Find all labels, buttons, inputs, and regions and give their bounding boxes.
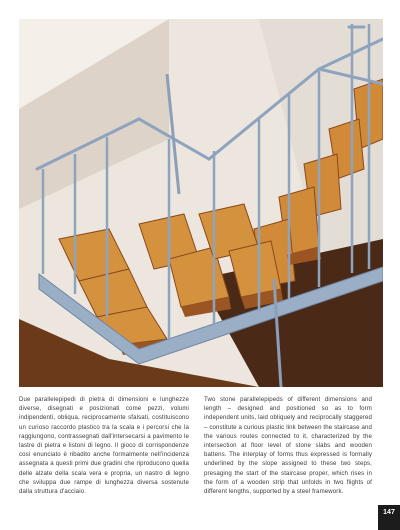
staircase-illustration	[19, 19, 383, 387]
page-number: 147	[383, 509, 395, 516]
staircase-photo	[19, 19, 383, 387]
caption-italian: Due parallelepipedi di pietra di dimensioni e lunghezze diverse, disegnati e posizionati come pezzi, volumi indipendenti, obliqua, reciprocamente sfalsati, costituiscono un curioso raccordo plastico tra la scala e i percorsi che la raggiungono, contrassegnati dall'intersecarsi a pavimento le lastre di pietra e listoni di legno. Il gioco di corrispondenze così enunciato è ribadito anche formalmente nell'incidenza assegnata a questi primi due gradini che riproducono quella delle alzate della scala vera e propria, un nastro di legno che sviluppa due rampe di lunghezza diversa sostenute dalla struttura d'acciaio.	[19, 396, 189, 496]
caption-english: Two stone parallelepipeds of different dimensions and length – designed and positioned so as to form independent units, laid obliquely and reciprocally staggered – constitute a curious plastic link between the staircase and the various routes connected to it, characterized by the intersection at floor level of stone slabs and wooden battens. The interplay of forms thus expressed is formally underlined by the slope assigned to these two steps, presaging the start of the staircase proper, which rises in the form of a wooden strip that unfolds in two flights of different lengths, supported by a steel framework.	[204, 396, 372, 496]
page-number-tab	[378, 505, 400, 530]
